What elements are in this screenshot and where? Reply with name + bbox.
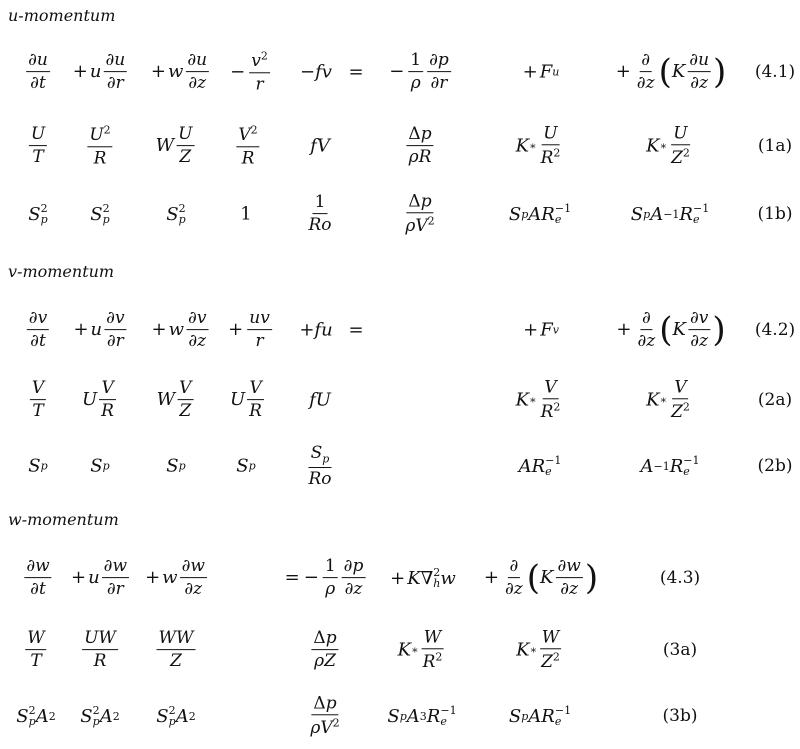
term-minus-fv xyxy=(300,62,332,83)
term-w-dv-dz: + w $\frac{\partial v}{\partial z}$ xyxy=(151,308,207,352)
term-uv-over-r: + $\frac{uv}{r}$ xyxy=(228,308,270,352)
nondim-Sp-a: S p xyxy=(28,455,48,477)
equation-label-3a: (3a) xyxy=(662,640,698,660)
nondim-SpA3Re-1: S p A 3 R −1 e xyxy=(387,704,457,728)
equation-label-3b: (3b) xyxy=(662,706,698,726)
nondim-Sp2-c: S 2 p xyxy=(166,202,186,226)
equals-sign-v xyxy=(348,320,363,341)
nondim-Sp2A2-a: S 2 p A 2 xyxy=(16,704,56,728)
scale-U-V-over-R-2: U $\frac{V}{R}$ xyxy=(230,378,262,422)
nondim-dp-over-rhoV2-w: $\frac{\Delta p}{\rho V^2}$ xyxy=(310,693,340,739)
text-minus-fv: −fv xyxy=(300,61,332,83)
equation-label-4-1: (4.1) xyxy=(754,62,796,82)
scale-W-U-over-Z: W $\frac{U}{Z}$ xyxy=(155,124,193,168)
scale-Kstar-W-over-R2: K ∗ $\frac{W}{R^2}$ xyxy=(397,627,443,673)
nondim-Sp2A2-b: S 2 p A 2 xyxy=(80,704,120,728)
nondim-Sp-d: S p xyxy=(236,455,256,477)
term-v2-over-r: − $\frac{v^2}{r}$ xyxy=(230,49,268,95)
scale-WW-over-Z: $\frac{WW}{Z}$ xyxy=(158,628,194,672)
scale-Kstar-W-over-Z2: K ∗ $\frac{W}{Z^2}$ xyxy=(516,627,560,673)
nondim-ARe-1: AR −1 e xyxy=(518,454,562,478)
equation-label-4-2: (4.2) xyxy=(754,320,796,340)
scale-W-V-over-Z: W $\frac{V}{Z}$ xyxy=(156,378,192,422)
term-horizontal-diffusion-w: + K ∇ 2 h w xyxy=(390,566,456,590)
scale-Kstar-V-over-Z2: K ∗ $\frac{V}{Z^2}$ xyxy=(646,377,690,423)
text-eq-v: = xyxy=(348,319,364,341)
nondim-A-1Re-1: A −1 R −1 e xyxy=(640,454,700,478)
scale-Kstar-U-over-R2: K ∗ $\frac{U}{R^2}$ xyxy=(515,123,561,169)
term-vertical-diffusion-v: + $\frac{\partial}{\partial z}$ ( K $\frac{\partial v}{\partial z}$ ) xyxy=(616,308,726,352)
section-title-u-momentum: u-momentum xyxy=(8,6,116,25)
scale-U2-over-R: $\frac{U^2}{R}$ xyxy=(89,123,111,169)
term-Fv: + F v xyxy=(523,319,559,341)
section-title-w-momentum: w-momentum xyxy=(8,510,119,529)
nondim-Sp2-b: S 2 p xyxy=(90,202,110,226)
nondim-SpARe-1: S p AR −1 e xyxy=(508,202,572,226)
equals-sign xyxy=(348,62,363,83)
term-vertical-diffusion-w: + $\frac{\partial}{\partial z}$ ( K $\frac{\partial w}{\partial z}$ ) xyxy=(483,556,599,600)
equation-label-4-3: (4.3) xyxy=(659,568,701,588)
nondim-Sp-c: S p xyxy=(166,455,186,477)
nondim-Sp2A2-c: S 2 p A 2 xyxy=(156,704,196,728)
term-w-du-dz: + w $\frac{\partial u}{\partial z}$ xyxy=(150,50,208,94)
term-u-dw-dr: + u $\frac{\partial w}{\partial r}$ xyxy=(70,556,128,600)
scale-U-over-T: $\frac{U}{T}$ xyxy=(30,124,46,168)
nondim-Sp-b: S p xyxy=(90,455,110,477)
scale-W-over-T: $\frac{W}{T}$ xyxy=(27,628,45,672)
nondim-SpARe-1-w: S p AR −1 e xyxy=(508,704,572,728)
equation-label-1b: (1b) xyxy=(757,204,793,224)
scale-Kstar-U-over-Z2: K ∗ $\frac{U}{Z^2}$ xyxy=(646,123,690,169)
term-dv-dt: $\frac{\partial v}{\partial t}$ xyxy=(28,308,48,352)
nondim-one xyxy=(240,204,251,225)
term-pressure-gradient-r: − $\frac{1}{\rho}$ $\frac{\partial p}{\partial r}$ xyxy=(389,50,449,94)
term-vertical-diffusion-u: + $\frac{\partial}{\partial z}$ ( K $\frac{\partial u}{\partial z}$ ) xyxy=(615,50,727,94)
term-w-dw-dz: + w $\frac{\partial w}{\partial z}$ xyxy=(145,556,205,600)
scale-dp-over-rhoZ: $\frac{\Delta p}{\rho Z}$ xyxy=(313,628,337,672)
term-pressure-gradient-z: = − $\frac{1}{\rho}$ $\frac{\partial p}{\partial z}$ xyxy=(284,556,364,600)
term-Fu: + F u xyxy=(522,61,560,83)
term-u-dv-dr: + u $\frac{\partial v}{\partial r}$ xyxy=(73,308,125,352)
section-title-v-momentum: v-momentum xyxy=(8,262,115,281)
scale-Kstar-V-over-R2: K ∗ $\frac{V}{R^2}$ xyxy=(515,377,561,423)
equation-label-1a: (1a) xyxy=(757,136,793,156)
nondim-dp-over-rhoV2: $\frac{\Delta p}{\rho V^2}$ xyxy=(405,191,435,237)
scale-UW-over-R: $\frac{UW}{R}$ xyxy=(84,628,116,672)
equation-label-2a: (2a) xyxy=(757,390,793,410)
term-u-du-dr: + u $\frac{\partial u}{\partial r}$ xyxy=(72,50,126,94)
scale-V2-over-R: $\frac{V^2}{R}$ xyxy=(238,123,258,169)
nondim-Sp-over-Ro: $\frac{S_p}{Ro}$ xyxy=(308,443,332,489)
text-fU: fU xyxy=(309,389,331,411)
nondim-1-over-Ro: $\frac{1}{Ro}$ xyxy=(308,192,332,236)
text-fV: fV xyxy=(310,135,330,157)
term-plus-fu xyxy=(299,320,332,341)
equation-label-2b: (2b) xyxy=(757,456,793,476)
term-du-dt: $\frac{\partial u}{\partial t}$ xyxy=(28,50,48,94)
text-eq: = xyxy=(348,61,364,83)
scale-fU xyxy=(309,390,331,411)
scale-U-V-over-R: U $\frac{V}{R}$ xyxy=(82,378,114,422)
scale-dp-over-rhoR: $\frac{\Delta p}{\rho R}$ xyxy=(408,124,432,168)
text-plus-fu: +fu xyxy=(299,319,333,341)
scale-V-over-T: $\frac{V}{T}$ xyxy=(31,378,45,422)
text-one: 1 xyxy=(240,203,252,225)
term-dw-dt: $\frac{\partial w}{\partial t}$ xyxy=(26,556,50,600)
scale-fV xyxy=(310,136,330,157)
nondim-Sp2-a: S 2 p xyxy=(28,202,48,226)
nondim-SpA-1Re-1: S p A −1 R −1 e xyxy=(630,202,710,226)
